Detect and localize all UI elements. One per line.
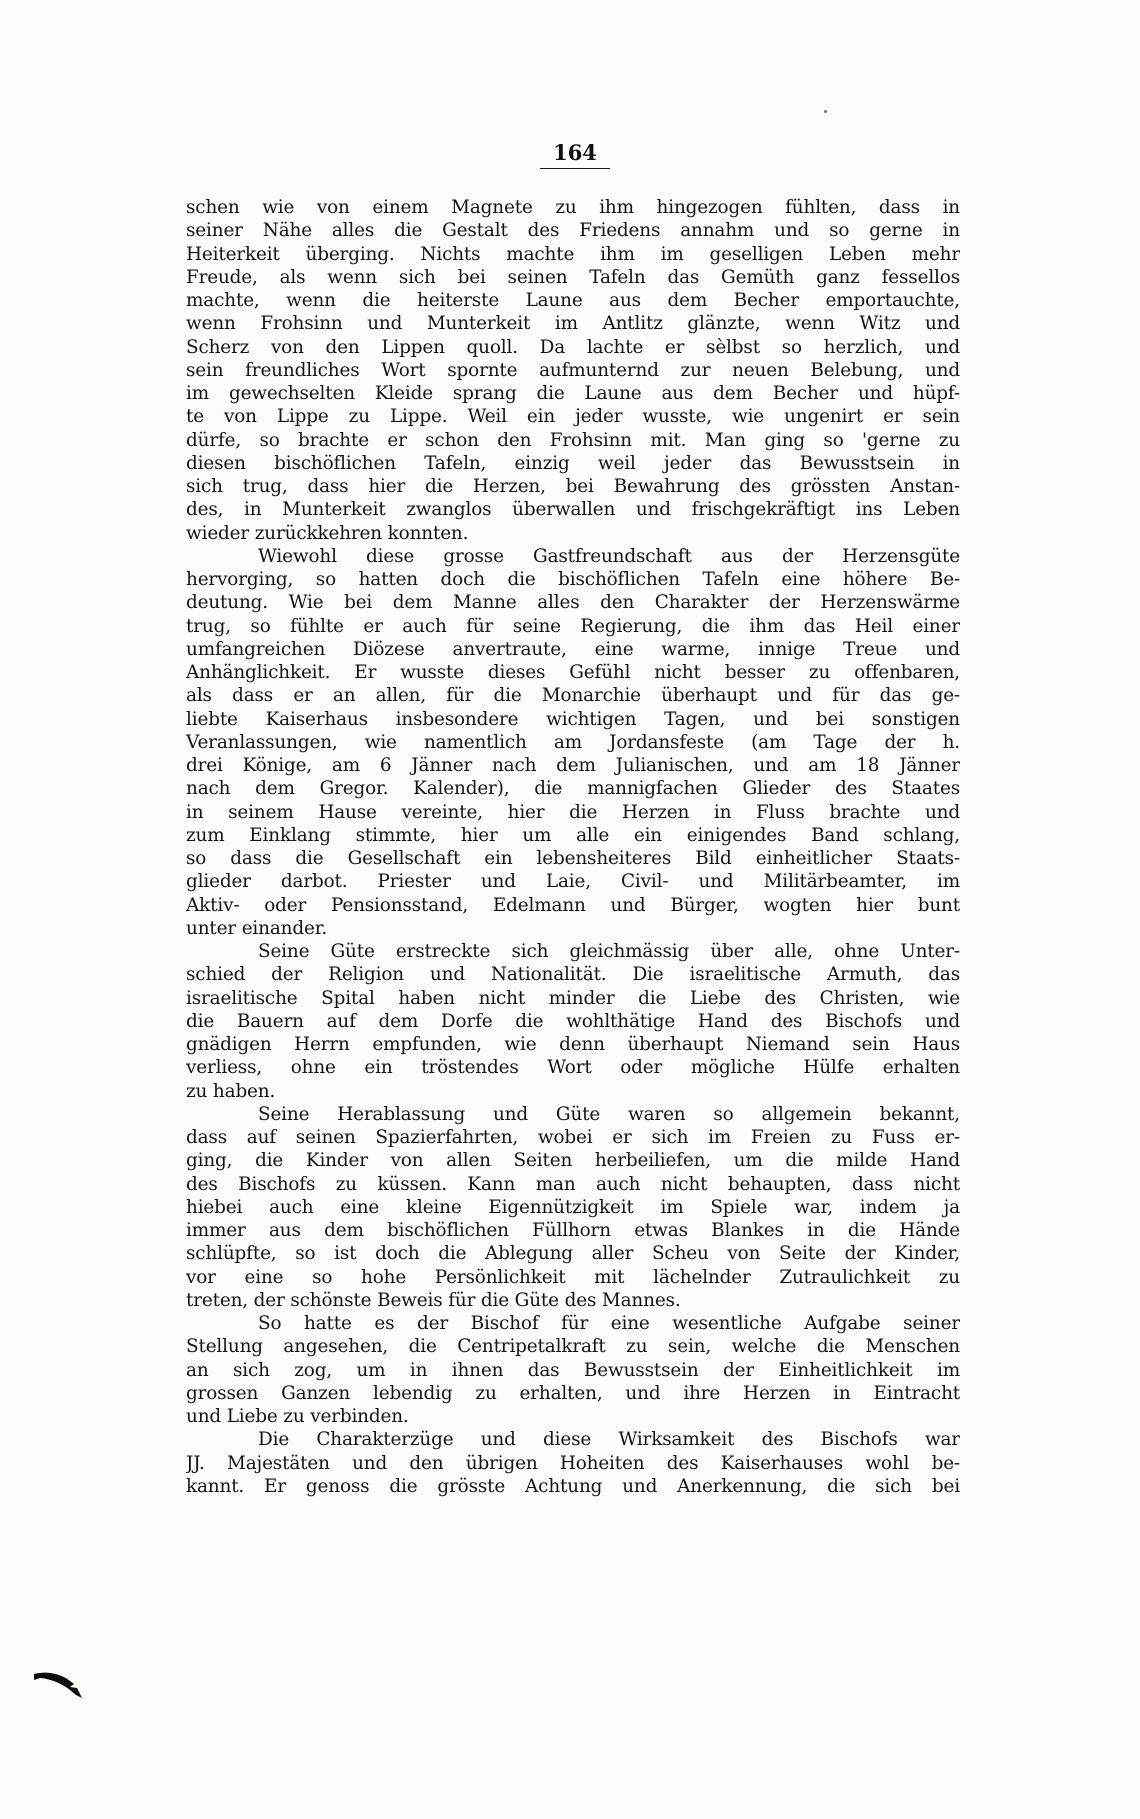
text-line: gnädigen Herrn empfunden, wie denn überhaupt Niemand sein Haus — [186, 1034, 960, 1055]
body-text — [186, 196, 960, 1498]
text-line: Anhänglichkeit. Er wusste dieses Gefühl nicht besser zu offenbaren, — [186, 662, 960, 683]
text-line: als dass er an allen, für die Monarchie überhaupt und für das ge- — [186, 685, 960, 707]
text-line: vor eine so hohe Persönlichkeit mit lächelnder Zutraulichkeit zu — [186, 1266, 960, 1288]
text-line: verliess, ohne ein tröstendes Wort oder mögliche Hülfe erhalten — [186, 1057, 960, 1079]
text-line: zu haben. — [186, 1080, 276, 1102]
paragraph-first-line: Seine Herablassung und Güte waren so allgemein bekannt, — [258, 1103, 960, 1125]
text-line: Aktiv- oder Pensionsstand, Edelmann und Bürger, wogten hier bunt — [186, 894, 960, 916]
text-line: schied der Religion und Nationalität. Die israelitische Armuth, das — [186, 964, 960, 986]
text-line: ging, die Kinder von allen Seiten herbeiliefen, um die milde Hand — [186, 1150, 960, 1172]
text-line: deutung. Wie bei dem Manne alles den Charakter der Herzenswärme — [186, 592, 960, 614]
paragraph-first-line: Die Charakterzüge und diese Wirksamkeit des Bischofs war — [258, 1429, 960, 1451]
text-line: hervorging, so hatten doch die bischöflichen Tafeln eine höhere Be- — [186, 569, 960, 590]
text-line: Veranlassungen, wie namentlich am Jordansfeste (am Tage der h. — [186, 731, 960, 753]
text-line: dürfe, so brachte er schon den Frohsinn mit. Man ging so 'gerne zu — [186, 429, 960, 451]
text-line: JJ. Majestäten und den übrigen Hoheiten des Kaiserhauses wohl be- — [186, 1452, 960, 1474]
text-line: zum Einklang stimmte, hier um alle ein einigendes Band schlang, — [186, 824, 960, 846]
text-line: nach dem Gregor. Kalender), die mannigfachen Glieder des Staates — [186, 778, 960, 800]
text-line: seiner Nähe alles die Gestalt des Friedens annahm und so gerne in — [186, 220, 960, 242]
text-line: drei Könige, am 6 Jänner nach dem Julianischen, und am 18 Jänner — [186, 755, 960, 776]
text-line: dass auf seinen Spazierfahrten, wobei er sich im Freien zu Fuss er- — [186, 1127, 960, 1148]
page-number: 164 — [540, 142, 610, 169]
text-line: wenn Frohsinn und Munterkeit im Antlitz glänzte, wenn Witz und — [186, 313, 960, 335]
text-line: sich trug, dass hier die Herzen, bei Bewahrung des grössten Anstan- — [186, 476, 960, 497]
paragraph-first-line: Wiewohl diese grosse Gastfreundschaft aus der Herzensgüte — [258, 545, 960, 567]
text-line: des, in Munterkeit zwanglos überwallen und frischgekräftigt ins Leben — [186, 499, 960, 521]
text-line: te von Lippe zu Lippe. Weil ein jeder wusste, wie ungenirt er sein — [186, 406, 960, 428]
text-line: in seinem Hause vereinte, hier die Herzen in Fluss brachte und — [186, 801, 960, 823]
text-line: grossen Ganzen lebendig zu erhalten, und ihre Herzen in Eintracht — [186, 1382, 960, 1404]
text-line: umfangreichen Diözese anvertraute, eine warme, innige Treue und — [186, 638, 960, 660]
text-line: Heiterkeit überging. Nichts machte ihm im geselligen Leben mehr — [186, 243, 960, 265]
text-line: Scherz von den Lippen quoll. Da lachte er sèlbst so herzlich, und — [186, 336, 960, 358]
text-line: die Bauern auf dem Dorfe die wohlthätige Hand des Bischofs und — [186, 1010, 960, 1032]
text-line: des Bischofs zu küssen. Kann man auch nicht behaupten, dass nicht — [186, 1173, 960, 1195]
text-line: und Liebe zu verbinden. — [186, 1406, 409, 1427]
text-line: israelitische Spital haben nicht minder die Liebe des Christen, wie — [186, 987, 960, 1009]
text-line: sein freundliches Wort spornte aufmunternd zur neuen Belebung, und — [186, 359, 960, 381]
text-line: so dass die Gesellschaft ein lebensheiteres Bild einheitlicher Staats- — [186, 848, 960, 869]
text-line: kannt. Er genoss die grösste Achtung und Anerkennung, die sich bei — [186, 1475, 960, 1497]
text-line: Freude, als wenn sich bei seinen Tafeln das Gemüth ganz fessellos — [186, 266, 960, 288]
paragraph-first-line: So hatte es der Bischof für eine wesentliche Aufgabe seiner — [258, 1313, 960, 1334]
text-line: glieder darbot. Priester und Laie, Civil- und Militärbeamter, im — [186, 871, 960, 893]
text-line: im gewechselten Kleide sprang die Laune aus dem Becher und hüpf- — [186, 383, 960, 404]
scan-artifact-mark — [30, 1668, 90, 1708]
text-line: an sich zog, um in ihnen das Bewusstsein der Einheitlichkeit im — [186, 1359, 960, 1381]
text-line: immer aus dem bischöflichen Füllhorn etwas Blankes in die Hände — [186, 1220, 960, 1241]
text-line: schen wie von einem Magnete zu ihm hingezogen fühlten, dass in — [186, 197, 960, 218]
paragraph-first-line: Seine Güte erstreckte sich gleichmässig über alle, ohne Unter- — [258, 941, 960, 962]
text-line: liebte Kaiserhaus insbesondere wichtigen Tagen, und bei sonstigen — [186, 708, 960, 730]
text-line: wieder zurückkehren konnten. — [186, 522, 469, 544]
text-line: diesen bischöflichen Tafeln, einzig weil jeder das Bewusstsein in — [186, 452, 960, 474]
text-line: trug, so fühlte er auch für seine Regierung, die ihm das Heil einer — [186, 615, 960, 637]
text-line: hiebei auch eine kleine Eigennützigkeit im Spiele war, indem ja — [186, 1196, 960, 1218]
text-line: schlüpfte, so ist doch die Ablegung aller Scheu von Seite der Kinder, — [186, 1243, 960, 1265]
text-line: unter einander. — [186, 917, 328, 939]
text-line: Stellung angesehen, die Centripetalkraft zu sein, welche die Menschen — [186, 1336, 960, 1358]
text-line: treten, der schönste Beweis für die Güte des Mannes. — [186, 1289, 681, 1311]
scan-speck — [824, 110, 827, 113]
text-line: machte, wenn die heiterste Laune aus dem Becher emportauchte, — [186, 290, 960, 311]
